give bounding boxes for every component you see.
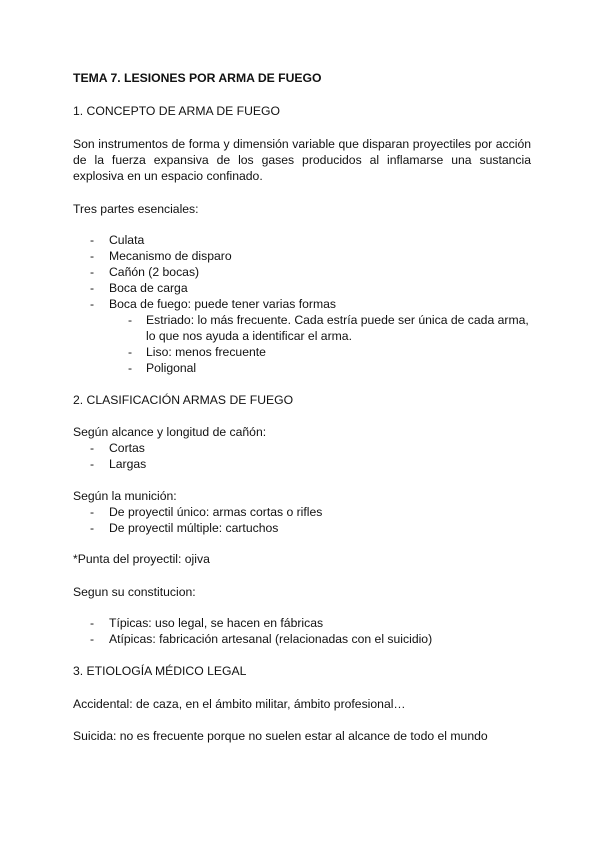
bullet-dash: - (128, 361, 133, 375)
bullet-dash: - (90, 505, 95, 519)
list-item-text: lo que nos ayuda a identificar el arma. (146, 329, 352, 343)
list-item-text: Atípicas: fabricación artesanal (relacionadas con el suicidio) (109, 632, 433, 646)
bullet-dash: - (90, 457, 95, 471)
list-item-text: Culata (109, 233, 145, 247)
bullet-dash: - (90, 265, 95, 279)
document-title: TEMA 7. LESIONES POR ARMA DE FUEGO (73, 71, 322, 85)
list-item-text: Poligonal (146, 361, 197, 375)
ammo-intro: Según la munición: (73, 489, 177, 503)
definition-line-2: de la fuerza expansiva de los gases producidos al inflamarse una sustancia (73, 153, 531, 167)
definition-line-1: Son instrumentos de forma y dimensión variable que disparan proyectiles por acción (73, 137, 531, 151)
range-intro: Según alcance y longitud de cañón: (73, 425, 267, 439)
bullet-dash: - (90, 521, 95, 535)
bullet-dash: - (90, 441, 95, 455)
list-item-text: Mecanismo de disparo (109, 249, 232, 263)
projectile-note: *Punta del proyectil: ojiva (73, 552, 210, 566)
list-item-text: Liso: menos frecuente (146, 345, 266, 359)
bullet-dash: - (90, 281, 95, 295)
section-3-heading: 3. ETIOLOGÍA MÉDICO LEGAL (73, 664, 247, 678)
parts-intro: Tres partes esenciales: (73, 202, 199, 216)
section-2-heading: 2. CLASIFICACIÓN ARMAS DE FUEGO (73, 393, 294, 407)
bullet-dash: - (90, 233, 95, 247)
list-item-text: Cortas (109, 441, 145, 455)
list-item-text: Típicas: uso legal, se hacen en fábricas (109, 616, 324, 630)
list-item-text: Cañón (2 bocas) (109, 265, 200, 279)
bullet-dash: - (128, 345, 133, 359)
constitution-intro: Segun su constitucion: (73, 585, 196, 599)
bullet-dash: - (90, 632, 95, 646)
section-1-heading: 1. CONCEPTO DE ARMA DE FUEGO (73, 104, 281, 118)
definition-paragraph (73, 136, 531, 184)
list-item-text: Estriado: lo más frecuente. Cada estría puede ser única de cada arma, (146, 313, 529, 327)
bullet-dash: - (90, 297, 95, 311)
accidental-paragraph: Accidental: de caza, en el ámbito militar, ámbito profesional… (73, 697, 406, 711)
list-item-text: Boca de carga (109, 281, 188, 295)
list-item-text: Largas (109, 457, 147, 471)
list-item-text: De proyectil múltiple: cartuchos (109, 521, 279, 535)
bullet-dash: - (128, 313, 133, 327)
list-item-text: De proyectil único: armas cortas o rifles (109, 505, 323, 519)
definition-line-3: explosiva en un espacio confinado. (73, 169, 263, 183)
bullet-dash: - (90, 249, 95, 263)
suicidal-paragraph: Suicida: no es frecuente porque no suelen estar al alcance de todo el mundo (73, 729, 488, 743)
bullet-dash: - (90, 616, 95, 630)
list-item-text: Boca de fuego: puede tener varias formas (109, 297, 336, 311)
